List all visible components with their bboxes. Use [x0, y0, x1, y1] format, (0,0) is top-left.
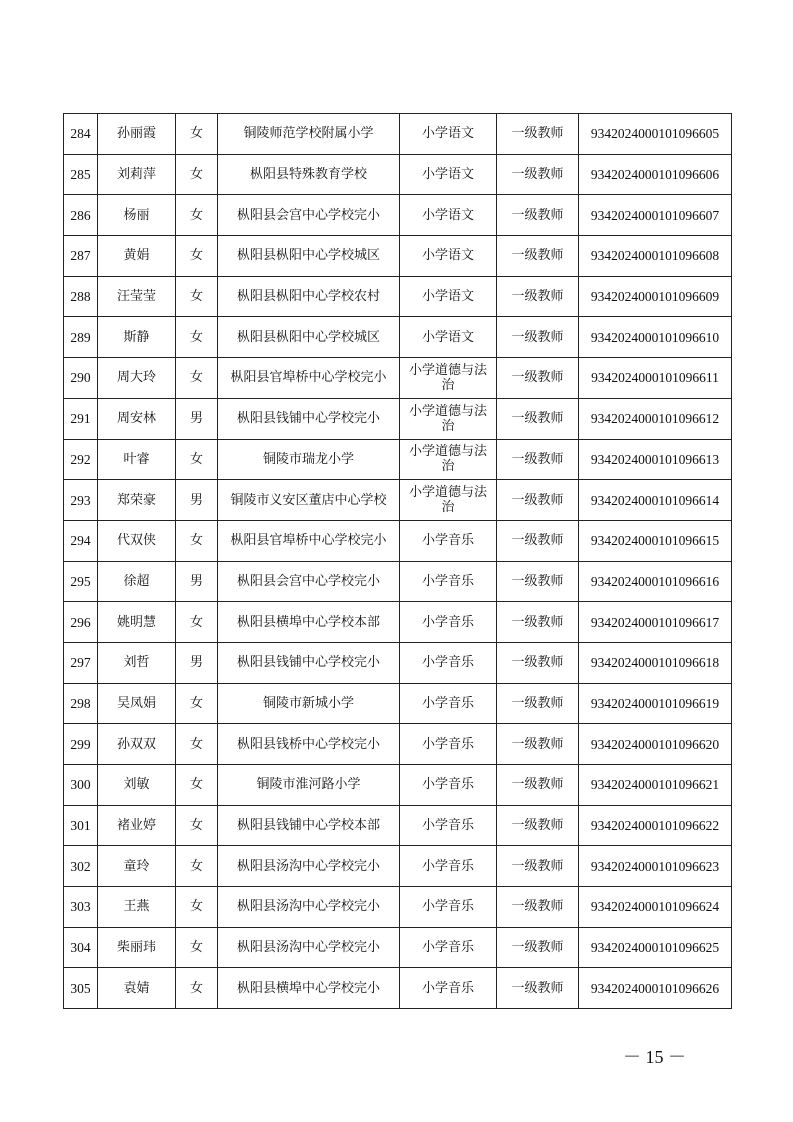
- cell-certificate-code: 9342024000101096615: [579, 520, 732, 561]
- cell-subject-text: 小学音乐: [421, 940, 474, 956]
- cell-number: 296: [64, 602, 98, 643]
- table-row: [64, 968, 732, 1009]
- cell-name: 斯静: [98, 317, 176, 358]
- cell-subject-text: 小学音乐: [421, 858, 474, 874]
- cell-subject: [400, 398, 497, 439]
- cell-certificate-code: 9342024000101096626: [579, 968, 732, 1009]
- table-row: [64, 846, 732, 887]
- cell-title: 一级教师: [497, 154, 579, 195]
- table-row: [64, 358, 732, 399]
- cell-gender: 女: [176, 683, 218, 724]
- cell-gender: 女: [176, 236, 218, 277]
- page-number: － 15 －: [623, 1047, 686, 1067]
- table-row: [64, 154, 732, 195]
- cell-subject-text: 小学语文: [421, 207, 474, 223]
- cell-school: 枞阳县枞阳中心学校城区: [218, 236, 400, 277]
- cell-certificate-code: 9342024000101096608: [579, 236, 732, 277]
- table-row: [64, 642, 732, 683]
- cell-title: 一级教师: [497, 642, 579, 683]
- cell-school: 枞阳县会宫中心学校完小: [218, 561, 400, 602]
- cell-certificate-code: 9342024000101096625: [579, 927, 732, 968]
- cell-title: 一级教师: [497, 114, 579, 155]
- cell-subject: [400, 154, 497, 195]
- cell-gender: 女: [176, 276, 218, 317]
- cell-subject-text: 小学道德与法治: [408, 485, 487, 516]
- cell-subject: [400, 683, 497, 724]
- cell-gender: 女: [176, 439, 218, 480]
- cell-school: 铜陵市新城小学: [218, 683, 400, 724]
- cell-subject-text: 小学语文: [421, 329, 474, 345]
- cell-name: 柴丽玮: [98, 927, 176, 968]
- cell-title: 一级教师: [497, 846, 579, 887]
- cell-title: 一级教师: [497, 236, 579, 277]
- cell-name: 孙丽霞: [98, 114, 176, 155]
- cell-gender: 男: [176, 480, 218, 521]
- cell-school: 枞阳县官埠桥中心学校完小: [218, 358, 400, 399]
- cell-certificate-code: 9342024000101096613: [579, 439, 732, 480]
- cell-name: 周安林: [98, 398, 176, 439]
- cell-certificate-code: 9342024000101096606: [579, 154, 732, 195]
- cell-number: 302: [64, 846, 98, 887]
- cell-title: 一级教师: [497, 927, 579, 968]
- table-row: [64, 927, 732, 968]
- cell-school: 铜陵师范学校附属小学: [218, 114, 400, 155]
- cell-title: 一级教师: [497, 805, 579, 846]
- cell-school: 枞阳县横埠中心学校本部: [218, 602, 400, 643]
- table-row: [64, 683, 732, 724]
- cell-gender: 女: [176, 765, 218, 806]
- cell-gender: 女: [176, 114, 218, 155]
- cell-title: 一级教师: [497, 358, 579, 399]
- cell-name: 刘敏: [98, 765, 176, 806]
- cell-gender: 女: [176, 805, 218, 846]
- cell-certificate-code: 9342024000101096616: [579, 561, 732, 602]
- cell-school: 铜陵市义安区董店中心学校: [218, 480, 400, 521]
- cell-certificate-code: 9342024000101096617: [579, 602, 732, 643]
- cell-name: 汪莹莹: [98, 276, 176, 317]
- cell-subject: [400, 968, 497, 1009]
- table-body: [64, 114, 732, 1009]
- cell-title: 一级教师: [497, 683, 579, 724]
- cell-school: 枞阳县钱铺中心学校完小: [218, 642, 400, 683]
- cell-certificate-code: 9342024000101096621: [579, 765, 732, 806]
- page-number-footer: [0, 1043, 793, 1069]
- cell-certificate-code: 9342024000101096618: [579, 642, 732, 683]
- cell-number: 305: [64, 968, 98, 1009]
- cell-subject: [400, 276, 497, 317]
- cell-number: 285: [64, 154, 98, 195]
- cell-name: 周大玲: [98, 358, 176, 399]
- cell-subject: [400, 887, 497, 928]
- cell-certificate-code: 9342024000101096623: [579, 846, 732, 887]
- cell-name: 叶睿: [98, 439, 176, 480]
- cell-subject: [400, 317, 497, 358]
- table-row: [64, 236, 732, 277]
- cell-number: 295: [64, 561, 98, 602]
- cell-school: 枞阳县汤沟中心学校完小: [218, 927, 400, 968]
- cell-subject: [400, 358, 497, 399]
- cell-name: 徐超: [98, 561, 176, 602]
- cell-subject: [400, 114, 497, 155]
- cell-certificate-code: 9342024000101096612: [579, 398, 732, 439]
- table-row: [64, 602, 732, 643]
- cell-subject: [400, 480, 497, 521]
- teacher-list-table-container: [63, 113, 731, 1009]
- cell-title: 一级教师: [497, 765, 579, 806]
- cell-name: 刘哲: [98, 642, 176, 683]
- table-row: [64, 317, 732, 358]
- cell-title: 一级教师: [497, 439, 579, 480]
- cell-number: 294: [64, 520, 98, 561]
- cell-school: 枞阳县钱铺中心学校完小: [218, 398, 400, 439]
- cell-subject-text: 小学音乐: [421, 533, 474, 549]
- table-row: [64, 114, 732, 155]
- table-row: [64, 561, 732, 602]
- cell-certificate-code: 9342024000101096605: [579, 114, 732, 155]
- cell-subject-text: 小学音乐: [421, 777, 474, 793]
- cell-subject-text: 小学音乐: [421, 614, 474, 630]
- teacher-list-table: [63, 113, 732, 1009]
- cell-subject-text: 小学语文: [421, 126, 474, 142]
- cell-gender: 女: [176, 927, 218, 968]
- cell-subject: [400, 195, 497, 236]
- cell-school: 枞阳县汤沟中心学校完小: [218, 846, 400, 887]
- cell-certificate-code: 9342024000101096610: [579, 317, 732, 358]
- cell-number: 287: [64, 236, 98, 277]
- cell-name: 黄娟: [98, 236, 176, 277]
- cell-subject-text: 小学语文: [421, 248, 474, 264]
- cell-number: 300: [64, 765, 98, 806]
- cell-subject: [400, 236, 497, 277]
- cell-title: 一级教师: [497, 195, 579, 236]
- cell-gender: 女: [176, 602, 218, 643]
- cell-name: 代双侠: [98, 520, 176, 561]
- cell-number: 292: [64, 439, 98, 480]
- cell-gender: 女: [176, 358, 218, 399]
- table-row: [64, 480, 732, 521]
- cell-name: 杨丽: [98, 195, 176, 236]
- cell-subject-text: 小学道德与法治: [408, 444, 487, 475]
- cell-title: 一级教师: [497, 317, 579, 358]
- cell-school: 枞阳县枞阳中心学校城区: [218, 317, 400, 358]
- cell-name: 王燕: [98, 887, 176, 928]
- cell-number: 303: [64, 887, 98, 928]
- cell-school: 枞阳县钱铺中心学校本部: [218, 805, 400, 846]
- cell-school: 铜陵市淮河路小学: [218, 765, 400, 806]
- cell-subject-text: 小学音乐: [421, 655, 474, 671]
- table-row: [64, 805, 732, 846]
- cell-subject-text: 小学音乐: [421, 980, 474, 996]
- cell-certificate-code: 9342024000101096624: [579, 887, 732, 928]
- cell-subject: [400, 439, 497, 480]
- cell-title: 一级教师: [497, 602, 579, 643]
- cell-number: 299: [64, 724, 98, 765]
- cell-gender: 女: [176, 520, 218, 561]
- cell-gender: 男: [176, 398, 218, 439]
- cell-number: 297: [64, 642, 98, 683]
- table-row: [64, 398, 732, 439]
- cell-certificate-code: 9342024000101096622: [579, 805, 732, 846]
- cell-subject: [400, 765, 497, 806]
- cell-subject: [400, 520, 497, 561]
- cell-subject: [400, 602, 497, 643]
- table-row: [64, 887, 732, 928]
- cell-subject-text: 小学音乐: [421, 818, 474, 834]
- cell-title: 一级教师: [497, 398, 579, 439]
- cell-gender: 女: [176, 724, 218, 765]
- cell-number: 298: [64, 683, 98, 724]
- cell-number: 289: [64, 317, 98, 358]
- cell-title: 一级教师: [497, 561, 579, 602]
- cell-name: 吴凤娟: [98, 683, 176, 724]
- cell-subject: [400, 724, 497, 765]
- cell-name: 袁婧: [98, 968, 176, 1009]
- cell-number: 293: [64, 480, 98, 521]
- cell-gender: 女: [176, 846, 218, 887]
- cell-subject-text: 小学音乐: [421, 736, 474, 752]
- cell-certificate-code: 9342024000101096611: [579, 358, 732, 399]
- cell-school: 枞阳县会宫中心学校完小: [218, 195, 400, 236]
- cell-title: 一级教师: [497, 276, 579, 317]
- cell-gender: 女: [176, 154, 218, 195]
- cell-gender: 女: [176, 887, 218, 928]
- cell-certificate-code: 9342024000101096619: [579, 683, 732, 724]
- table-row: [64, 195, 732, 236]
- cell-gender: 女: [176, 968, 218, 1009]
- cell-number: 290: [64, 358, 98, 399]
- cell-subject-text: 小学道德与法治: [408, 362, 487, 393]
- cell-school: 铜陵市瑞龙小学: [218, 439, 400, 480]
- cell-name: 郑荣豪: [98, 480, 176, 521]
- cell-number: 288: [64, 276, 98, 317]
- cell-gender: 女: [176, 317, 218, 358]
- cell-school: 枞阳县钱桥中心学校完小: [218, 724, 400, 765]
- cell-name: 褚业婷: [98, 805, 176, 846]
- table-row: [64, 765, 732, 806]
- cell-certificate-code: 9342024000101096607: [579, 195, 732, 236]
- cell-subject: [400, 846, 497, 887]
- table-row: [64, 439, 732, 480]
- cell-subject-text: 小学音乐: [421, 695, 474, 711]
- cell-title: 一级教师: [497, 520, 579, 561]
- cell-subject-text: 小学语文: [421, 167, 474, 183]
- cell-subject-text: 小学道德与法治: [408, 403, 487, 434]
- cell-name: 刘莉萍: [98, 154, 176, 195]
- cell-certificate-code: 9342024000101096614: [579, 480, 732, 521]
- cell-subject: [400, 561, 497, 602]
- cell-title: 一级教师: [497, 887, 579, 928]
- cell-school: 枞阳县特殊教育学校: [218, 154, 400, 195]
- cell-name: 孙双双: [98, 724, 176, 765]
- cell-title: 一级教师: [497, 968, 579, 1009]
- cell-certificate-code: 9342024000101096609: [579, 276, 732, 317]
- cell-subject: [400, 642, 497, 683]
- cell-number: 291: [64, 398, 98, 439]
- cell-subject: [400, 927, 497, 968]
- cell-subject-text: 小学音乐: [421, 573, 474, 589]
- cell-school: 枞阳县横埠中心学校完小: [218, 968, 400, 1009]
- cell-subject-text: 小学语文: [421, 289, 474, 305]
- table-row: [64, 520, 732, 561]
- cell-title: 一级教师: [497, 480, 579, 521]
- cell-number: 284: [64, 114, 98, 155]
- cell-gender: 女: [176, 195, 218, 236]
- cell-gender: 男: [176, 642, 218, 683]
- table-row: [64, 724, 732, 765]
- cell-school: 枞阳县官埠桥中心学校完小: [218, 520, 400, 561]
- cell-number: 304: [64, 927, 98, 968]
- cell-number: 286: [64, 195, 98, 236]
- cell-name: 姚明慧: [98, 602, 176, 643]
- cell-gender: 男: [176, 561, 218, 602]
- cell-school: 枞阳县汤沟中心学校完小: [218, 887, 400, 928]
- cell-name: 童玲: [98, 846, 176, 887]
- cell-school: 枞阳县枞阳中心学校农村: [218, 276, 400, 317]
- cell-title: 一级教师: [497, 724, 579, 765]
- cell-subject: [400, 805, 497, 846]
- cell-number: 301: [64, 805, 98, 846]
- cell-subject-text: 小学音乐: [421, 899, 474, 915]
- table-row: [64, 276, 732, 317]
- cell-certificate-code: 9342024000101096620: [579, 724, 732, 765]
